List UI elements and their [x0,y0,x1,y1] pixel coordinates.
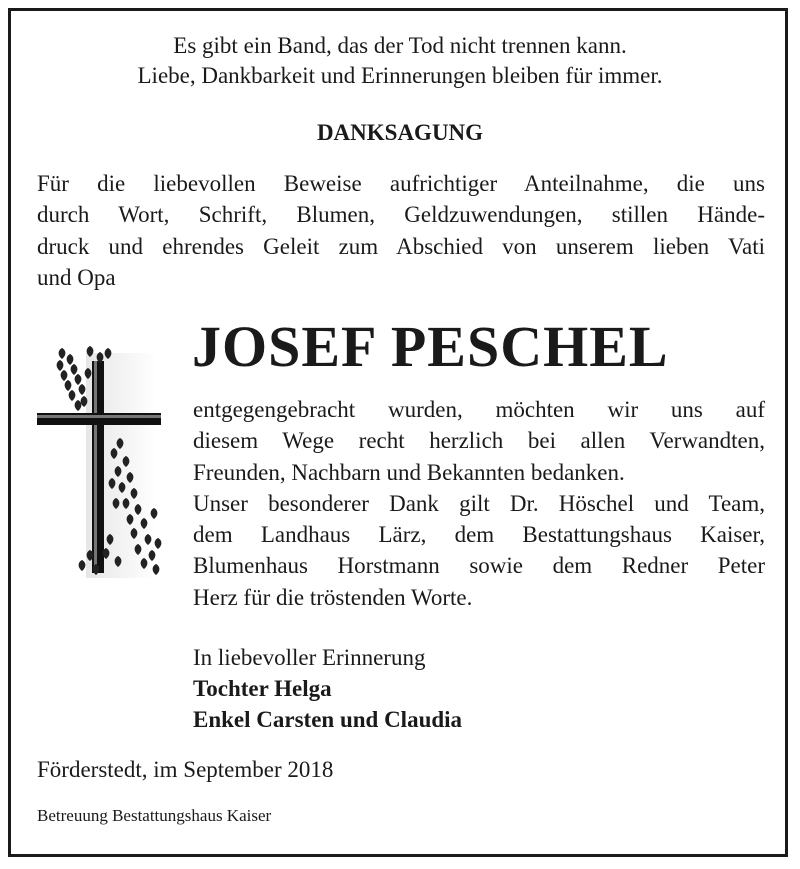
body-line: Herz für die tröstenden Worte. [193,584,473,610]
closing-line: In liebevoller Erinnerung [193,645,426,670]
body-line: Freunden, Nachbarn und Bekannten bedanken. [193,459,625,485]
signer-daughter: Tochter Helga [193,676,332,701]
body-line: Blumenhaus Horstmann sowie dem Redner Peter [193,553,765,579]
motto-line-1: Es gibt ein Band, das der Tod nicht trennen kann. [173,33,627,58]
intro-line: druck und ehrendes Geleit zum Abschied von unserem lieben Vati [37,233,765,259]
intro-line: durch Wort, Schrift, Blumen, Geldzuwendungen, stillen Hände- [37,202,765,228]
body-text [193,394,765,613]
heading: DANKSAGUNG [316,120,484,145]
funeral-service-credit: Betreuung Bestattungshaus Kaiser [37,806,272,825]
place-date: Förderstedt, im September 2018 [37,757,334,782]
cross-with-ivy-icon [34,343,169,583]
body-line: dem Landhaus Lärz, dem Bestattungshaus Kaiser, [193,522,765,548]
signer-grandchildren: Enkel Carsten und Claudia [193,707,463,732]
intro-line: und Opa [37,264,116,290]
deceased-name: JOSEF PESCHEL [192,314,669,379]
intro-text [37,168,765,293]
motto-line-2: Liebe, Dankbarkeit und Erinnerungen bleiben für immer. [137,63,663,88]
closing-block [193,642,462,735]
body-line: Unser besonderer Dank gilt Dr. Höschel und Team, [193,490,765,516]
intro-line: Für die liebevollen Beweise aufrichtiger Anteilnahme, die uns [37,171,765,196]
body-line: diesem Wege recht herzlich bei allen Verwandten, [193,428,765,454]
body-line: entgegengebracht wurden, möchten wir uns auf [193,397,765,422]
